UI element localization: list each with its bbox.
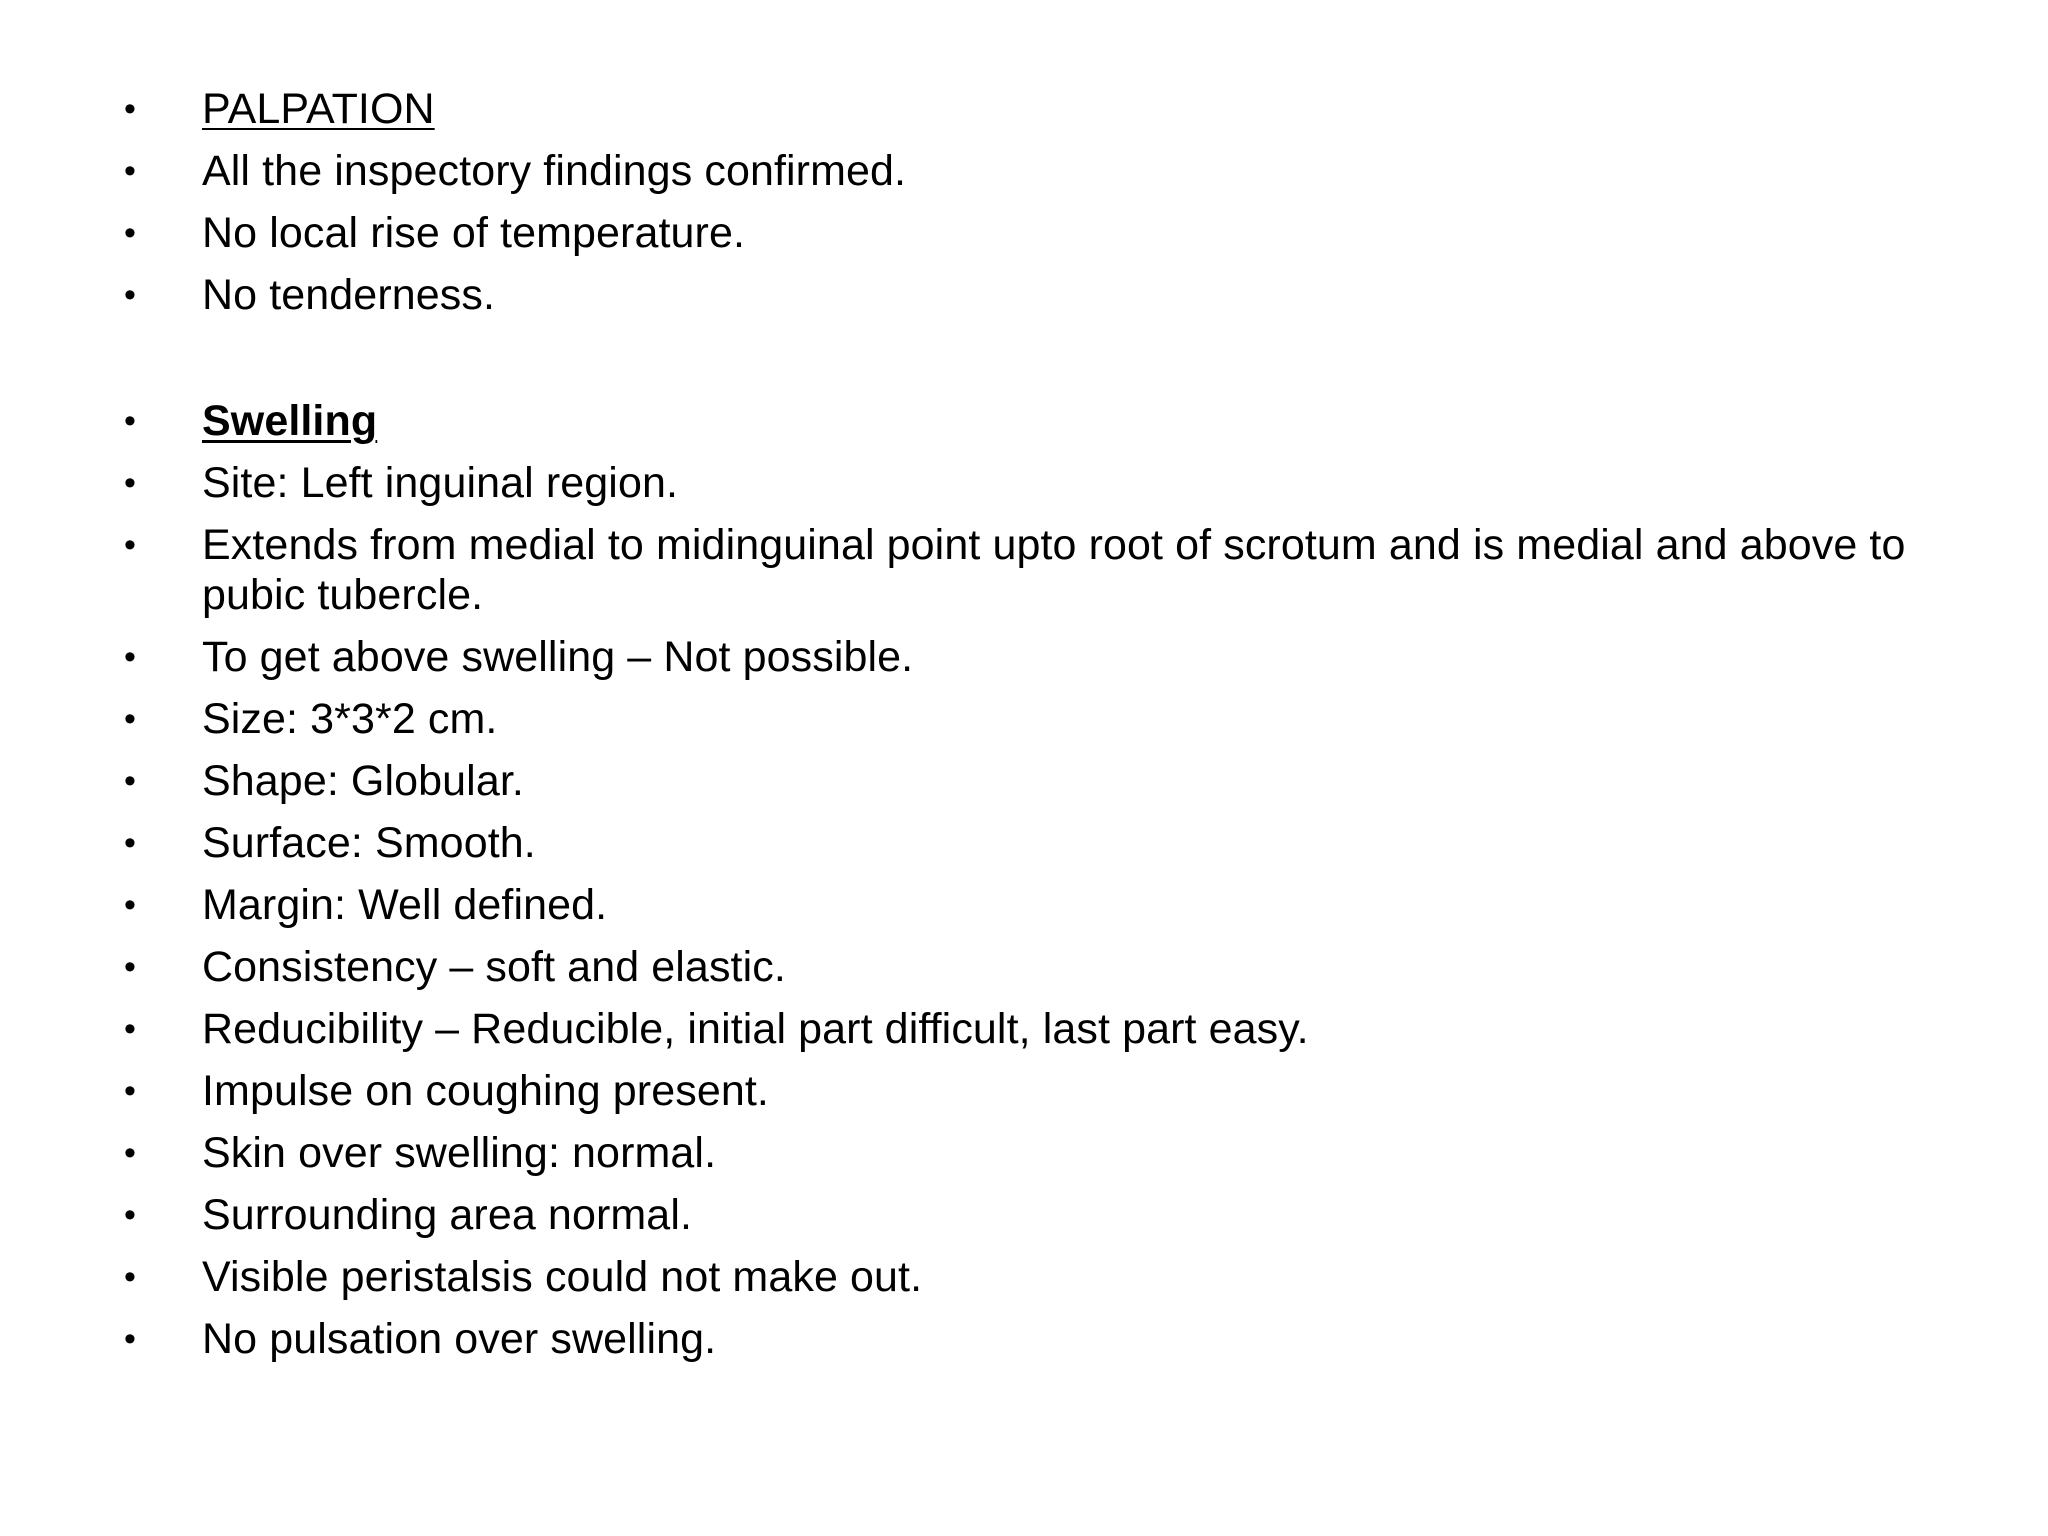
list-item-text: Visible peristalsis could not make out. xyxy=(202,1253,923,1301)
list-item xyxy=(120,1252,1950,1302)
list-item-text: Impulse on coughing present. xyxy=(202,1067,769,1115)
bullet-icon: • xyxy=(124,1072,137,1110)
bullet-icon: • xyxy=(124,948,137,986)
list-item-text: Surface: Smooth. xyxy=(202,819,536,867)
list-item-text: Reducibility – Reducible, initial part difficult, last part easy. xyxy=(202,1005,1309,1053)
bullet-icon: • xyxy=(124,824,137,862)
list-item xyxy=(120,1004,1950,1054)
list-item xyxy=(120,1066,1950,1116)
bullet-icon: • xyxy=(124,526,137,564)
palpation-heading-item xyxy=(120,84,1950,134)
list-item xyxy=(120,818,1950,868)
list-item xyxy=(120,1190,1950,1240)
palpation-heading: PALPATION xyxy=(202,85,435,133)
list-item-text: Size: 3*3*2 cm. xyxy=(202,695,498,743)
list-item-text: Shape: Globular. xyxy=(202,757,524,805)
section-spacer xyxy=(120,332,1950,396)
bullet-icon: • xyxy=(124,1010,137,1048)
list-item-text: Consistency – soft and elastic. xyxy=(202,943,786,991)
list-item xyxy=(120,632,1950,682)
bullet-icon: • xyxy=(124,700,137,738)
list-item-text: No pulsation over swelling. xyxy=(202,1315,717,1363)
list-item-text: Skin over swelling: normal. xyxy=(202,1129,717,1177)
list-item xyxy=(120,1128,1950,1178)
bullet-icon: • xyxy=(124,276,137,314)
list-item-text: No tenderness. xyxy=(202,271,496,319)
list-item xyxy=(120,942,1950,992)
swelling-heading-item xyxy=(120,396,1950,446)
bullet-icon: • xyxy=(124,214,137,252)
bullet-icon: • xyxy=(124,1258,137,1296)
list-item-text: Surrounding area normal. xyxy=(202,1191,693,1239)
list-item-text: Site: Left inguinal region. xyxy=(202,459,679,507)
list-item xyxy=(120,756,1950,806)
list-item xyxy=(120,270,1950,320)
list-item xyxy=(120,208,1950,258)
list-item-text: Extends from medial to midinguinal point upto root of scrotum and is medial and above to pubic tubercle. xyxy=(202,521,1906,619)
list-item-text: No local rise of temperature. xyxy=(202,209,746,257)
bullet-icon: • xyxy=(124,638,137,676)
list-item-text: Margin: Well defined. xyxy=(202,881,608,929)
bullet-icon: • xyxy=(124,886,137,924)
list-item xyxy=(120,458,1950,508)
list-item xyxy=(120,520,1950,620)
list-item xyxy=(120,1314,1950,1364)
bullet-icon: • xyxy=(124,1320,137,1358)
bullet-icon: • xyxy=(124,90,137,128)
bullet-list xyxy=(120,84,1950,1376)
list-item-text: To get above swelling – Not possible. xyxy=(202,633,914,681)
list-item xyxy=(120,146,1950,196)
list-item xyxy=(120,880,1950,930)
bullet-icon: • xyxy=(124,402,137,440)
bullet-icon: • xyxy=(124,762,137,800)
list-item-text: All the inspectory findings confirmed. xyxy=(202,147,907,195)
bullet-icon: • xyxy=(124,1134,137,1172)
bullet-icon: • xyxy=(124,1196,137,1234)
swelling-heading: Swelling xyxy=(202,397,378,445)
list-item xyxy=(120,694,1950,744)
bullet-icon: • xyxy=(124,152,137,190)
bullet-icon: • xyxy=(124,464,137,502)
